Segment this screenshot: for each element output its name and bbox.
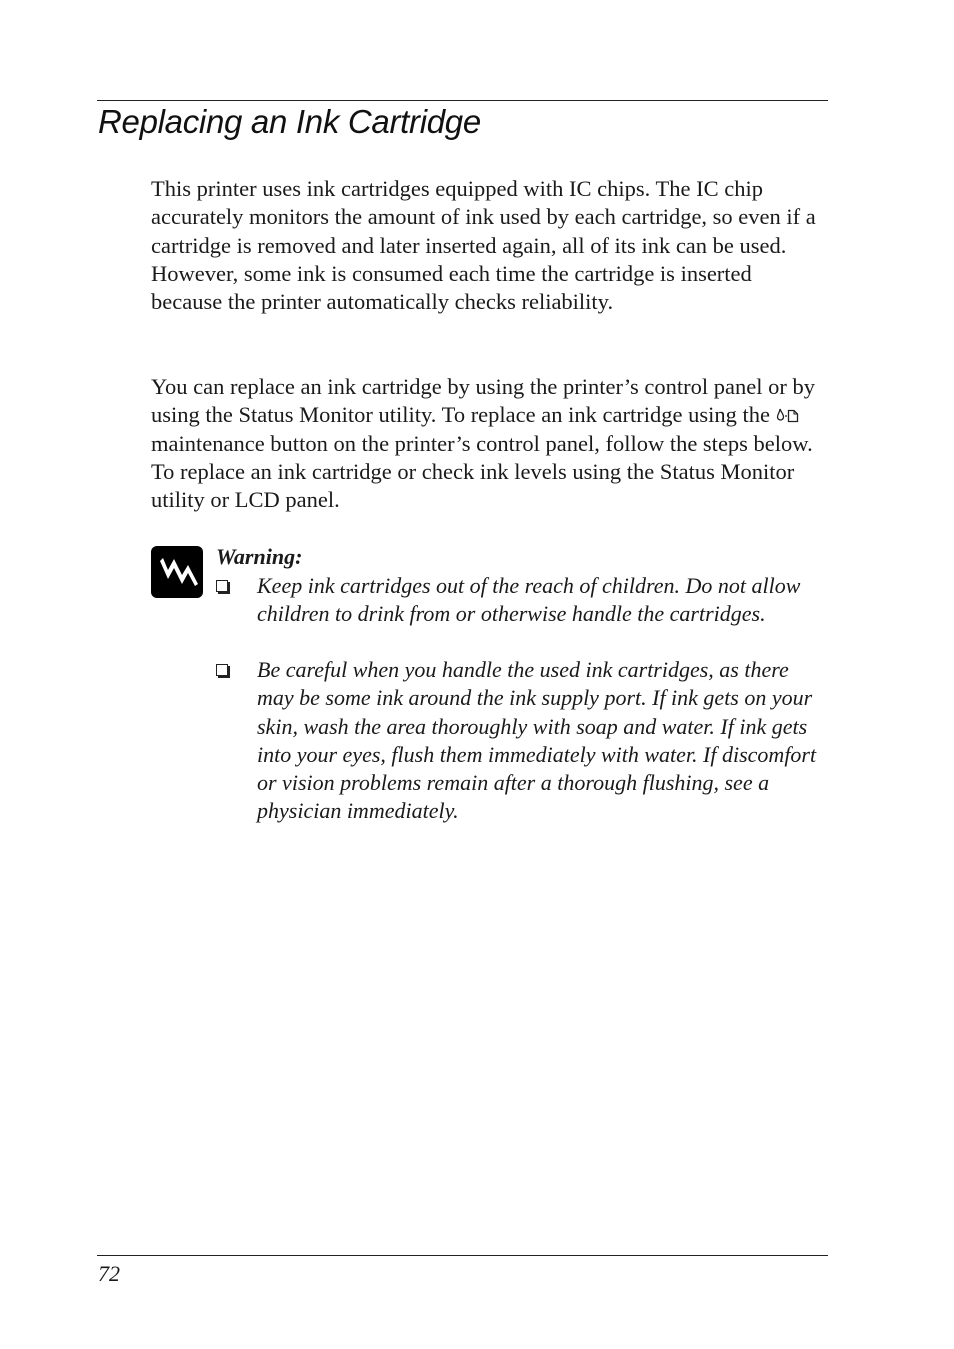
warning-heading: Warning: — [216, 544, 303, 569]
page-title: Replacing an Ink Cartridge — [98, 103, 481, 140]
checkbox-bullet-icon — [216, 664, 228, 676]
warning-item-text: Keep ink cartridges out of the reach of children. Do not allow children to drink from or otherwise handle the cartridges. — [257, 573, 801, 627]
instructions-text-start: You can replace an ink cartridge by using the printer’s control panel or by using the Status Monitor utility. To replace an ink cartridge using the — [151, 374, 815, 428]
intro-paragraph: This printer uses ink cartridges equipped with IC chips. The IC chip accurately monitors the amount of ink used by each cartridge, so even if a cartridge is removed and later inserted again, all of its ink can be used. However, some ink is consumed each time the cartridge is inserted because the printer automatically checks reliability. — [151, 176, 816, 315]
checkbox-bullet-icon — [216, 580, 228, 592]
footer-rule — [97, 1255, 828, 1256]
warning-lightning-icon — [151, 546, 203, 598]
warning-list-item — [216, 572, 828, 629]
maintenance-icon — [776, 402, 800, 418]
instructions-paragraph — [151, 373, 827, 514]
warning-item-text: Be careful when you handle the used ink cartridges, as there may be some ink around the ink supply port. If ink gets on your skin, wash the area thoroughly with soap and water. If ink gets into your eyes, flush them immediately with water. If discomfort or vision problems remain after a thorough flushing, see a physician immediately. — [257, 657, 817, 824]
warning-list-item — [216, 656, 828, 826]
instructions-text-end: maintenance button on the printer’s control panel, follow the steps below. To replace an ink cartridge or check ink levels using the Status Monitor utility or LCD panel. — [151, 430, 813, 513]
page-number: 72 — [98, 1261, 120, 1286]
